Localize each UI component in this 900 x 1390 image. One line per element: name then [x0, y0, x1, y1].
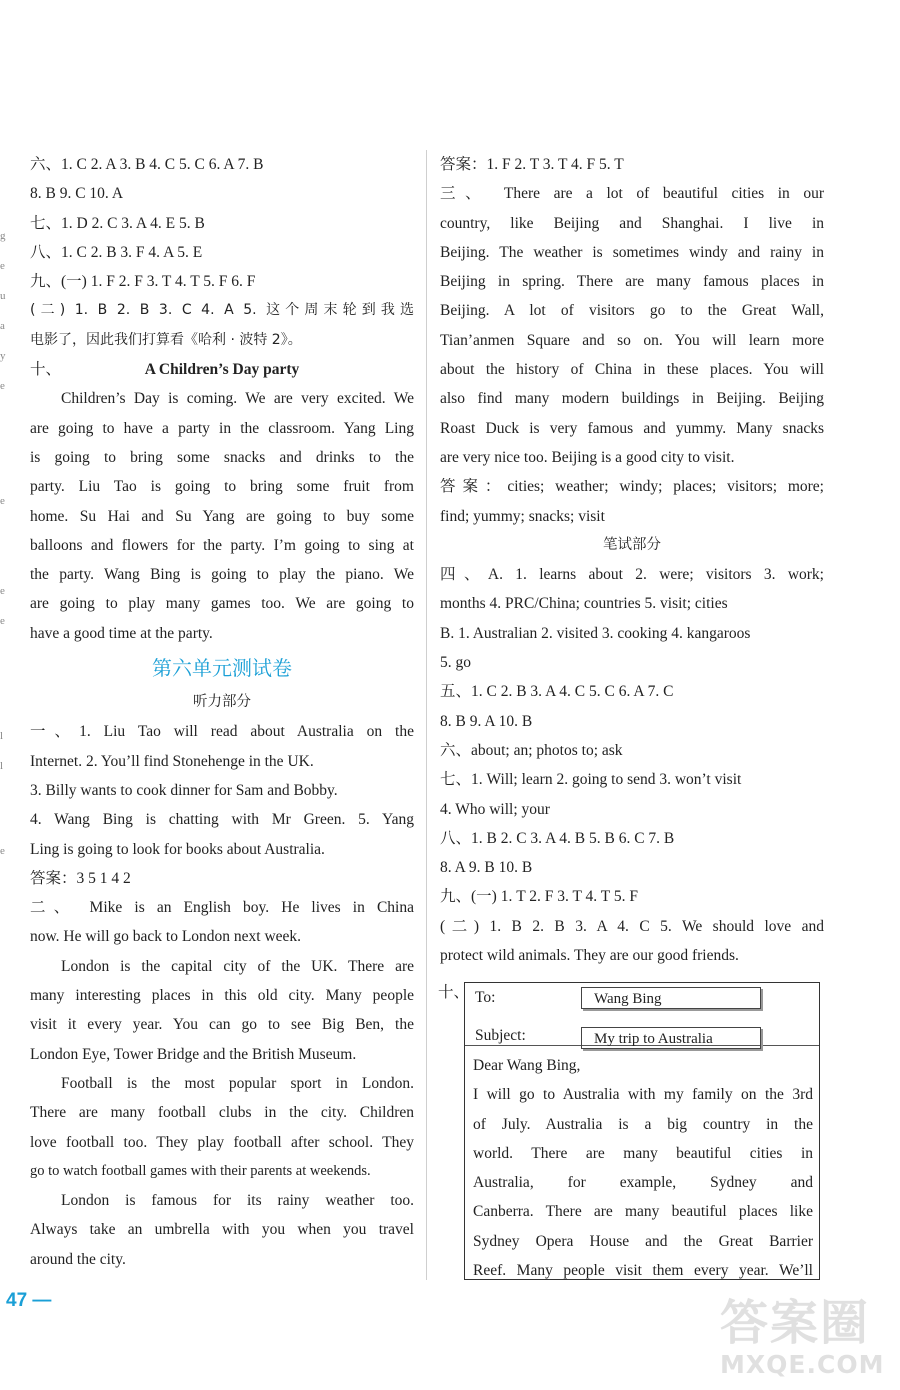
column-divider	[426, 150, 427, 1280]
passage-line: Beijing. The weather is sometimes windy and rainy in	[440, 243, 824, 261]
letter-line: Sydney Opera House and the Great Barrier	[473, 1232, 813, 1250]
letter-line: Canberra. There are many beautiful places like	[473, 1203, 813, 1221]
listening-line: 一、1. Liu Tao will read about Australia on the	[30, 723, 414, 741]
letter-line: Australia, for example, Sydney and	[473, 1174, 813, 1192]
passage-line: also find many modern buildings in Beijing. Beijing	[440, 390, 824, 408]
edge-letter: y	[0, 350, 6, 362]
listening-line: Internet. 2. You’ll find Stonehenge in the UK.	[30, 752, 314, 770]
edge-letter: l	[0, 730, 4, 742]
letter-line: of July. Australia is a big country in the	[473, 1115, 813, 1133]
essay-line: is going to bring some snacks and drinks to the	[30, 448, 414, 466]
answer-line: 5. go	[440, 654, 471, 672]
watermark-logo	[720, 1296, 890, 1384]
watermark-text-en: MXQE.COM	[720, 1350, 885, 1379]
watermark-text-cn: 答案圈	[720, 1295, 871, 1351]
section-label: 十、	[438, 984, 470, 1001]
edge-letter: l	[0, 760, 4, 772]
essay-line: party. Liu Tao is going to bring some fruit from	[30, 478, 414, 496]
answer-line: 四、A. 1. learns about 2. were; visitors 3. work;	[440, 566, 824, 584]
answer-line: 七、1. D 2. C 3. A 4. E 5. B	[30, 214, 205, 232]
london-line: London is the capital city of the UK. There are	[61, 957, 414, 975]
letter-line: I will go to Australia with my family on the 3rd	[473, 1086, 813, 1104]
rain-line: Always take an umbrella with you when you travel	[30, 1221, 414, 1239]
answer-line: 答案：cities; weather; windy; places; visitors; more;	[440, 478, 824, 496]
essay-heading	[30, 355, 414, 384]
answer-line: find; yummy; snacks; visit	[440, 507, 605, 525]
listening-line: Ling is going to look for books about Australia.	[30, 840, 325, 858]
essay-line: home. Su Hai and Su Yang are going to buy some	[30, 507, 414, 525]
page-number: 47 —	[6, 1290, 52, 1311]
passage-line: 三、 There are a lot of beautiful cities in our	[440, 185, 824, 203]
passage-line: Beijing. A lot of visitors go to the Great Wall,	[440, 302, 824, 320]
london-line: visit it every year. You can go to see Big Ben, the	[30, 1016, 414, 1034]
edge-letter: e	[0, 495, 5, 507]
essay-line: balloons and flowers for the party. I’m going to sing at	[30, 536, 414, 554]
edge-letter: e	[0, 380, 5, 392]
essay-line: are going to have a party in the classroom. Yang Ling	[30, 419, 414, 437]
listening-line: 3. Billy wants to cook dinner for Sam and Bobby.	[30, 781, 338, 799]
answer-line: 答案：3 5 1 4 2	[30, 869, 131, 887]
listening-line: 二、 Mike is an English boy. He lives in China	[30, 899, 414, 917]
passage-line: country, like Beijing and Shanghai. I live in	[440, 214, 824, 232]
letter-line: world. There are many beautiful cities in	[473, 1144, 813, 1162]
unit-title: 第六单元测试卷	[152, 656, 292, 681]
essay-line: have a good time at the party.	[30, 624, 213, 642]
answer-line: 8. B 9. C 10. A	[30, 185, 124, 203]
answer-line: 答案：1. F 2. T 3. T 4. F 5. T	[440, 156, 624, 173]
letter-line: Reef. Many people visit them every year. We’ll	[473, 1262, 813, 1280]
answer-line: 8. A 9. B 10. B	[440, 859, 533, 877]
subject-field: My trip to Australia	[581, 1027, 761, 1049]
football-line: love football too. They play football after school. They	[30, 1133, 414, 1151]
football-line: Football is the most popular sport in London.	[61, 1074, 414, 1092]
answer-line: (二) 1. B 2. B 3. C 4. A 5. 这个周末轮到我选	[30, 302, 414, 319]
london-line: many interesting places in this old city. Many people	[30, 987, 414, 1005]
edge-letter: a	[0, 320, 5, 332]
answer-line: 九、(一) 1. F 2. F 3. T 4. T 5. F 6. F	[30, 273, 256, 291]
essay-line: the party. Wang Bing is going to play the piano. We	[30, 566, 414, 584]
passage-line: are very nice too. Beijing is a good city to visit.	[440, 448, 735, 466]
to-label: To:	[475, 989, 496, 1006]
answer-line: 七、1. Will; learn 2. going to send 3. won’t visit	[440, 771, 742, 789]
london-line: London Eye, Tower Bridge and the British Museum.	[30, 1045, 357, 1063]
right-column	[440, 150, 824, 970]
letter-header	[465, 983, 819, 1046]
edge-letter: g	[0, 230, 6, 242]
written-section-title: 笔试部分	[603, 536, 661, 553]
subject-label: Subject:	[475, 1027, 526, 1044]
essay-title: A Children’s Day party	[144, 361, 300, 379]
football-line: There are many football clubs in the city. Children	[30, 1104, 414, 1122]
essay-line: are going to play many games too. We are going to	[30, 595, 414, 613]
rain-line: London is famous for its rainy weather too.	[61, 1192, 414, 1210]
listening-line: now. He will go back to London next week.	[30, 928, 302, 946]
edge-letter: e	[0, 260, 5, 272]
listening-line: 4. Wang Bing is chatting with Mr Green. 5. Yang	[30, 811, 414, 829]
answer-line: 六、about; an; photos to; ask	[440, 741, 623, 759]
to-field: Wang Bing	[581, 987, 761, 1009]
answer-line: 九、(一) 1. T 2. F 3. T 4. T 5. F	[440, 888, 638, 906]
rain-line: around the city.	[30, 1250, 126, 1268]
passage-line: Tian’anmen Square and so on. You will learn more	[440, 331, 824, 349]
answer-line: B. 1. Australian 2. visited 3. cooking 4. kangaroos	[440, 624, 751, 642]
answer-line: 4. Who will; your	[440, 800, 550, 818]
answer-line: 8. B 9. A 10. B	[440, 712, 533, 730]
edge-letter: e	[0, 845, 5, 857]
answer-line: 八、1. C 2. B 3. F 4. A 5. E	[30, 243, 203, 261]
answer-line: months 4. PRC/China; countries 5. visit; cities	[440, 595, 728, 613]
answer-line: 六、1. C 2. A 3. B 4. C 5. C 6. A 7. B	[30, 156, 264, 173]
edge-letter: e	[0, 585, 5, 597]
left-column	[30, 150, 414, 1274]
letter-box	[464, 982, 820, 1280]
passage-line: about the history of China in these places. You will	[440, 361, 824, 379]
letter-line: Dear Wang Bing,	[473, 1057, 581, 1074]
listening-section-title: 听力部分	[193, 694, 251, 711]
section-label: 十、	[30, 361, 62, 379]
passage-line: Roast Duck is very famous and yummy. Many snacks	[440, 419, 824, 437]
passage-line: Beijing in spring. There are many famous places in	[440, 273, 824, 291]
letter-body	[473, 1051, 813, 1285]
answer-line: (二) 1. B 2. B 3. A 4. C 5. We should love and	[440, 917, 824, 935]
essay-line: Children’s Day is coming. We are very excited. We	[61, 390, 414, 408]
answer-line: 电影了，因此我们打算看《哈利 · 波特 2》。	[30, 331, 302, 348]
edge-letter: e	[0, 615, 5, 627]
answer-line: 八、1. B 2. C 3. A 4. B 5. B 6. C 7. B	[440, 829, 675, 847]
answer-line: 五、1. C 2. B 3. A 4. C 5. C 6. A 7. C	[440, 683, 674, 701]
edge-letter: u	[0, 290, 6, 302]
football-line: go to watch football games with their parents at weekends.	[30, 1162, 371, 1179]
answer-line: protect wild animals. They are our good friends.	[440, 947, 739, 965]
